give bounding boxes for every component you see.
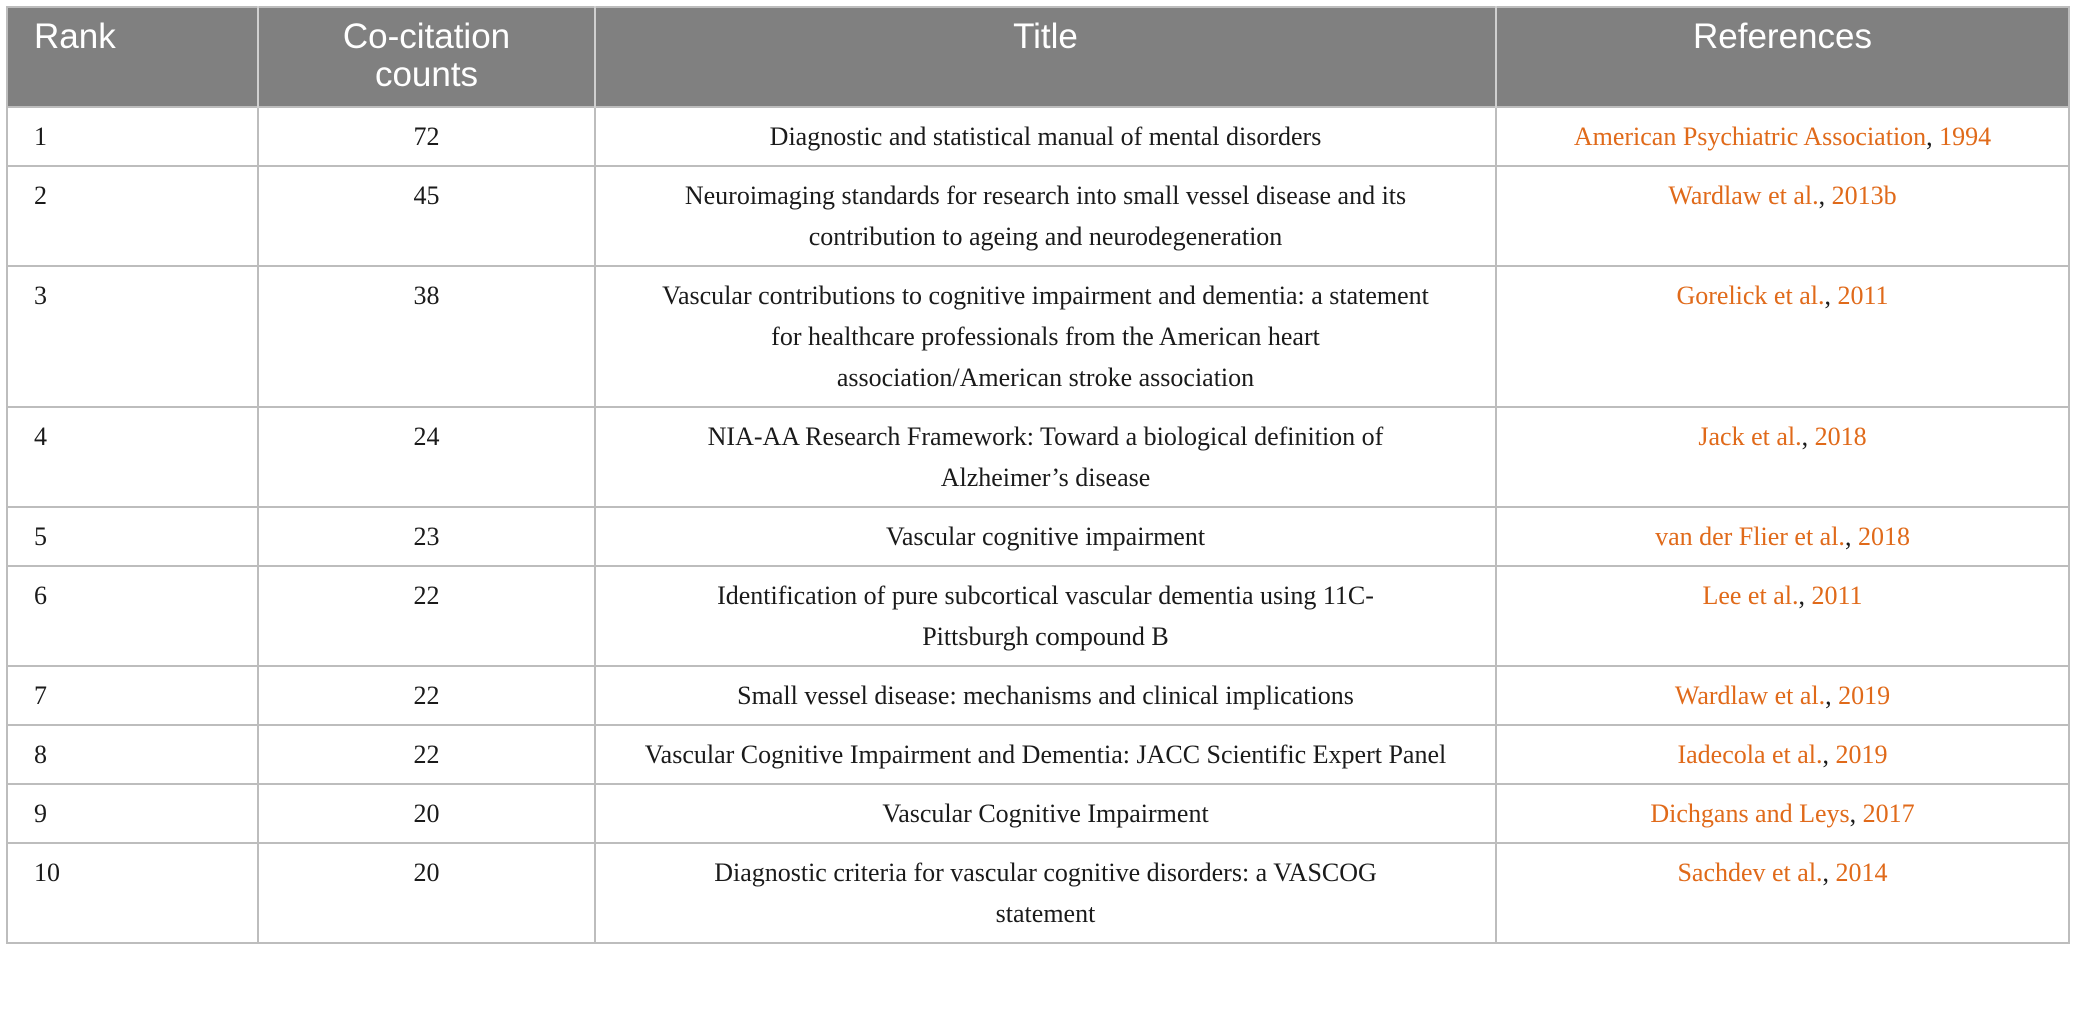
reference-cell: American Psychiatric Association, 1994 bbox=[1496, 107, 2069, 166]
reference-year-link[interactable]: 1994 bbox=[1939, 122, 1992, 151]
title-text: Vascular cognitive impairment bbox=[885, 522, 1206, 551]
count-cell: 22 bbox=[258, 725, 595, 784]
rank-cell: 4 bbox=[7, 407, 258, 507]
table-row bbox=[7, 266, 2069, 407]
title-text: Diagnostic and statistical manual of mental disorders bbox=[769, 122, 1322, 151]
header-title: Title bbox=[595, 7, 1496, 107]
table-row bbox=[7, 107, 2069, 166]
table-row bbox=[7, 843, 2069, 943]
header-references: References bbox=[1496, 7, 2069, 107]
rank-cell: 9 bbox=[7, 784, 258, 843]
reference-author-link[interactable]: Iadecola et al. bbox=[1677, 740, 1823, 769]
title-cell bbox=[595, 566, 1496, 666]
title-text: Neuroimaging standards for research into small vessel disease and its contribution to ageing and neurodegeneration bbox=[684, 181, 1407, 251]
title-cell bbox=[595, 407, 1496, 507]
table-row bbox=[7, 566, 2069, 666]
table-row bbox=[7, 166, 2069, 266]
count-cell: 20 bbox=[258, 843, 595, 943]
reference-author-link[interactable]: Sachdev et al. bbox=[1677, 858, 1823, 887]
title-cell bbox=[595, 266, 1496, 407]
reference-year-link[interactable]: 2017 bbox=[1862, 799, 1915, 828]
title-text: Small vessel disease: mechanisms and clinical implications bbox=[737, 681, 1354, 710]
reference-cell: Sachdev et al., 2014 bbox=[1496, 843, 2069, 943]
reference-year-link[interactable]: 2019 bbox=[1835, 740, 1888, 769]
reference-cell: Lee et al., 2011 bbox=[1496, 566, 2069, 666]
reference-author-link[interactable]: American Psychiatric Association bbox=[1573, 122, 1927, 151]
title-cell bbox=[595, 666, 1496, 725]
count-cell: 72 bbox=[258, 107, 595, 166]
rank-cell: 1 bbox=[7, 107, 258, 166]
table-row bbox=[7, 725, 2069, 784]
header-cocitation-counts bbox=[258, 7, 595, 107]
rank-cell: 5 bbox=[7, 507, 258, 566]
title-cell bbox=[595, 507, 1496, 566]
count-cell: 22 bbox=[258, 666, 595, 725]
reference-author-link[interactable]: Jack et al. bbox=[1698, 422, 1802, 451]
reference-year-link[interactable]: 2011 bbox=[1811, 581, 1863, 610]
cocitation-table bbox=[6, 6, 2070, 944]
title-text: Diagnostic criteria for vascular cognitive disorders: a VASCOG statement bbox=[714, 858, 1377, 928]
reference-author-link[interactable]: Dichgans and Leys bbox=[1650, 799, 1850, 828]
title-cell bbox=[595, 107, 1496, 166]
table-header bbox=[7, 7, 2069, 107]
title-text: Identification of pure subcortical vascular dementia using 11C-Pittsburgh compound B bbox=[717, 581, 1374, 651]
reference-cell: Wardlaw et al., 2019 bbox=[1496, 666, 2069, 725]
reference-author-link[interactable]: Wardlaw et al. bbox=[1674, 681, 1826, 710]
reference-author-link[interactable]: Wardlaw et al. bbox=[1668, 181, 1819, 210]
cocitation-table-container bbox=[6, 6, 2068, 944]
reference-year-link[interactable]: 2013b bbox=[1831, 181, 1897, 210]
table-row bbox=[7, 507, 2069, 566]
rank-cell: 6 bbox=[7, 566, 258, 666]
rank-cell: 8 bbox=[7, 725, 258, 784]
reference-cell: Gorelick et al., 2011 bbox=[1496, 266, 2069, 407]
title-text: NIA-AA Research Framework: Toward a biological definition of Alzheimer’s disease bbox=[707, 422, 1384, 492]
reference-cell: Dichgans and Leys, 2017 bbox=[1496, 784, 2069, 843]
title-text: Vascular Cognitive Impairment and Dementia: JACC Scientific Expert Panel bbox=[644, 740, 1447, 769]
reference-year-link[interactable]: 2011 bbox=[1837, 281, 1889, 310]
reference-author-link[interactable]: Gorelick et al. bbox=[1676, 281, 1825, 310]
reference-cell: Wardlaw et al., 2013b bbox=[1496, 166, 2069, 266]
rank-cell: 10 bbox=[7, 843, 258, 943]
reference-author-link[interactable]: Lee et al. bbox=[1702, 581, 1799, 610]
reference-cell: Jack et al., 2018 bbox=[1496, 407, 2069, 507]
title-cell bbox=[595, 784, 1496, 843]
count-cell: 38 bbox=[258, 266, 595, 407]
title-text: Vascular Cognitive Impairment bbox=[882, 799, 1209, 828]
title-cell bbox=[595, 166, 1496, 266]
count-cell: 20 bbox=[258, 784, 595, 843]
reference-year-link[interactable]: 2019 bbox=[1838, 681, 1891, 710]
title-cell bbox=[595, 725, 1496, 784]
reference-author-link[interactable]: van der Flier et al. bbox=[1655, 522, 1845, 551]
table-row bbox=[7, 666, 2069, 725]
reference-year-link[interactable]: 2018 bbox=[1814, 422, 1867, 451]
header-cocitation-label: Co-citation counts bbox=[342, 17, 511, 94]
reference-cell: van der Flier et al., 2018 bbox=[1496, 507, 2069, 566]
count-cell: 23 bbox=[258, 507, 595, 566]
reference-year-link[interactable]: 2018 bbox=[1857, 522, 1910, 551]
count-cell: 22 bbox=[258, 566, 595, 666]
table-row bbox=[7, 784, 2069, 843]
title-text: Vascular contributions to cognitive impairment and dementia: a statement for healthcare professionals from the American heart association/American stroke association bbox=[662, 281, 1429, 392]
reference-cell: Iadecola et al., 2019 bbox=[1496, 725, 2069, 784]
title-cell bbox=[595, 843, 1496, 943]
rank-cell: 2 bbox=[7, 166, 258, 266]
count-cell: 45 bbox=[258, 166, 595, 266]
count-cell: 24 bbox=[258, 407, 595, 507]
rank-cell: 3 bbox=[7, 266, 258, 407]
header-row bbox=[7, 7, 2069, 107]
header-rank: Rank bbox=[7, 7, 258, 107]
rank-cell: 7 bbox=[7, 666, 258, 725]
table-row bbox=[7, 407, 2069, 507]
reference-year-link[interactable]: 2014 bbox=[1835, 858, 1888, 887]
table-body bbox=[7, 107, 2069, 943]
